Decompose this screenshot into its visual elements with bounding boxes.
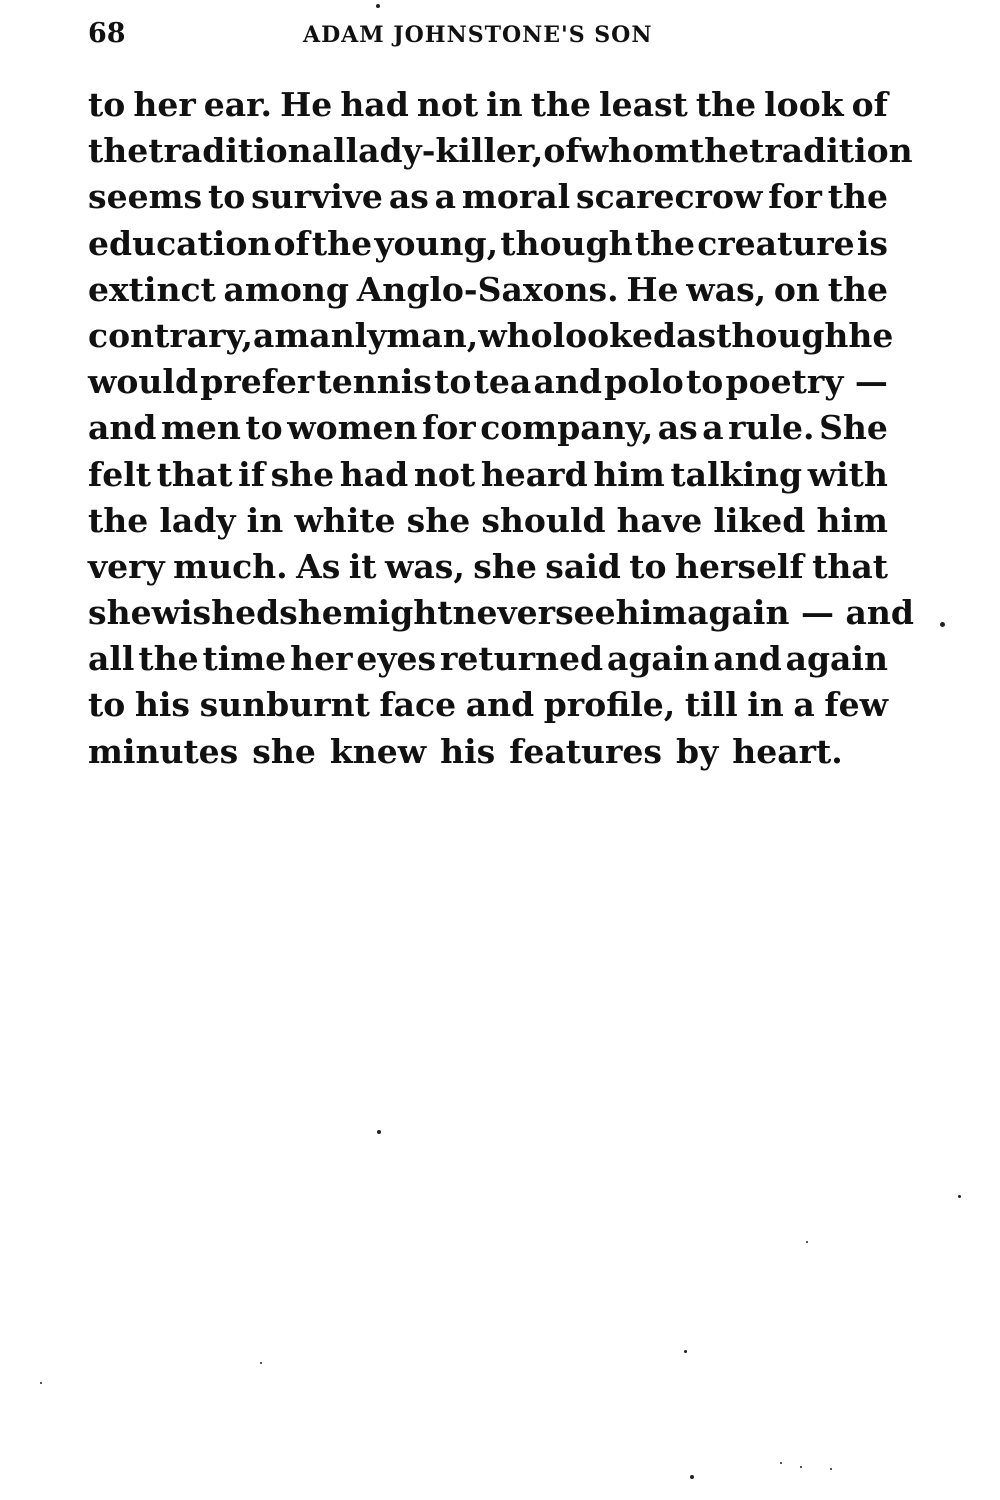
word: knew: [329, 731, 427, 771]
word: to: [207, 177, 246, 217]
word: He: [280, 85, 333, 124]
word: a: [702, 408, 724, 448]
word: though: [716, 315, 849, 355]
word: that: [156, 454, 233, 494]
word: felt: [88, 454, 151, 494]
text-line: [88, 636, 888, 682]
word: in: [486, 85, 523, 124]
text-line: [88, 452, 888, 498]
word: again: [606, 639, 710, 679]
word: extinct: [88, 269, 216, 309]
word: was,: [384, 546, 465, 586]
scan-speck: [800, 1466, 802, 1468]
word: to: [245, 408, 283, 448]
text-line: [88, 82, 888, 128]
word: polo: [604, 362, 684, 402]
word: women: [287, 408, 418, 448]
word: as: [676, 315, 717, 355]
word: manly: [274, 315, 387, 355]
word: creature: [697, 223, 855, 263]
word: had: [340, 85, 409, 124]
page-number: 68: [88, 18, 126, 49]
word: As: [296, 546, 341, 586]
word: again: [785, 639, 888, 679]
word: a: [434, 177, 457, 217]
word: the: [827, 269, 888, 309]
word: and: [465, 685, 535, 725]
word: traditional: [148, 131, 346, 171]
word: the: [827, 177, 888, 217]
text-line: [88, 221, 888, 267]
word: prefer: [200, 362, 315, 402]
word: minutes: [88, 731, 239, 771]
word: to: [686, 362, 724, 402]
word: few: [824, 685, 888, 725]
word: and: [533, 362, 602, 402]
word: him: [615, 593, 688, 633]
word: survive: [251, 177, 383, 217]
word: in: [747, 685, 784, 725]
word: returned: [439, 639, 604, 679]
word: white: [294, 500, 396, 540]
word: rule.: [728, 408, 815, 448]
word: and: [713, 639, 782, 679]
word: man,: [386, 315, 479, 355]
word: the: [88, 500, 149, 540]
word: and: [88, 408, 157, 448]
word: look: [764, 85, 844, 124]
word: of: [273, 223, 310, 263]
text-line: [88, 313, 894, 359]
word: men: [160, 408, 241, 448]
word: the: [634, 223, 695, 263]
word: ear.: [203, 85, 272, 124]
running-head: [88, 14, 888, 54]
word: eyes: [356, 639, 437, 679]
word: the: [88, 131, 149, 171]
word: a: [793, 685, 815, 725]
word: she: [406, 500, 471, 540]
text-line: [88, 498, 888, 544]
word: never: [452, 593, 556, 633]
scan-speck: [830, 1468, 832, 1470]
scan-speck: [780, 1462, 782, 1464]
word: him: [816, 500, 888, 540]
word: not: [413, 454, 476, 494]
word: a: [253, 315, 275, 355]
word: tradition: [749, 131, 913, 171]
scan-speck: [40, 1382, 42, 1384]
word: the: [695, 85, 757, 124]
word: wished: [151, 593, 280, 633]
scan-speck: [958, 1195, 961, 1198]
word: liked: [713, 500, 806, 540]
word: she: [88, 593, 152, 633]
word: lady: [159, 500, 236, 540]
body-text: [88, 82, 914, 775]
scan-speck: [376, 4, 380, 8]
word: was,: [686, 269, 767, 309]
word: profile,: [543, 685, 676, 725]
word: in: [246, 500, 284, 540]
word: to: [434, 362, 472, 402]
scan-speck: [940, 622, 945, 627]
word: who: [478, 315, 553, 355]
word: she: [252, 731, 316, 771]
word: She: [819, 408, 888, 448]
word: have: [616, 500, 703, 540]
word: with: [807, 454, 888, 494]
word: for: [422, 408, 476, 448]
word: herself: [674, 546, 804, 586]
word: if: [238, 454, 265, 494]
text-line: [88, 267, 888, 313]
word: among: [223, 269, 349, 309]
word: might: [342, 593, 453, 633]
word: to: [629, 546, 667, 586]
text-line: [88, 544, 888, 590]
word: seems: [88, 177, 203, 217]
word: tea: [473, 362, 532, 402]
text-line: [88, 405, 888, 451]
word: education: [88, 223, 272, 263]
word: face: [379, 685, 457, 725]
word: features: [509, 731, 662, 771]
word: time: [202, 639, 287, 679]
word: she: [473, 546, 537, 586]
word: sunburnt: [199, 685, 370, 725]
word: the: [311, 223, 373, 263]
word: talking: [670, 454, 803, 494]
text-line: [88, 590, 914, 636]
text-line: [88, 128, 913, 174]
word: should: [481, 500, 606, 540]
text-line: [88, 682, 888, 728]
word: all: [88, 639, 135, 679]
word: least: [599, 85, 688, 124]
word: poetry —: [725, 362, 888, 402]
word: very: [88, 546, 165, 586]
word: the: [138, 639, 199, 679]
word: whom: [579, 131, 689, 171]
word: would: [88, 362, 199, 402]
word: looked: [552, 315, 677, 355]
scan-speck: [684, 1350, 687, 1353]
text-line: [88, 359, 888, 405]
word: said: [545, 546, 621, 586]
word: that: [812, 546, 888, 586]
word: for: [768, 177, 822, 217]
running-title: ADAM JOHNSTONE'S SON: [303, 22, 653, 48]
word: Anglo-Saxons.: [356, 269, 619, 309]
scan-speck: [260, 1362, 262, 1364]
word: on: [773, 269, 820, 309]
word: her: [133, 85, 196, 124]
scan-speck: [690, 1475, 694, 1479]
word: lady-killer,: [345, 131, 544, 171]
word: to: [88, 85, 126, 124]
word: scarecrow: [576, 177, 763, 217]
word: though: [500, 223, 633, 263]
word: heart.: [732, 731, 843, 771]
word: contrary,: [88, 315, 253, 355]
word: tennis: [316, 362, 432, 402]
word: is: [856, 223, 888, 263]
word: she: [279, 593, 343, 633]
word: to: [88, 685, 126, 725]
word: again — and: [687, 593, 914, 633]
word: the: [530, 85, 591, 124]
word: of: [543, 131, 580, 171]
word: not: [416, 85, 479, 124]
word: moral: [461, 177, 571, 217]
word: company,: [480, 408, 654, 448]
word: had: [339, 454, 409, 494]
word: the: [688, 131, 750, 171]
word: as: [657, 408, 698, 448]
word: till: [684, 685, 738, 725]
word: his: [440, 731, 496, 771]
scan-speck: [377, 1130, 381, 1134]
word: young,: [374, 223, 499, 263]
word: as: [388, 177, 429, 217]
word: see: [555, 593, 616, 633]
word: his: [134, 685, 190, 725]
word: He: [626, 269, 679, 309]
word: heard: [480, 454, 588, 494]
scan-speck: [806, 1241, 808, 1243]
word: much.: [173, 546, 288, 586]
word: him: [593, 454, 665, 494]
word: it: [348, 546, 377, 586]
word: of: [851, 85, 888, 124]
word: she: [270, 454, 335, 494]
text-line: [88, 729, 888, 775]
text-line: [88, 174, 888, 220]
word: by: [676, 731, 719, 771]
word: he: [848, 315, 894, 355]
word: her: [290, 639, 353, 679]
